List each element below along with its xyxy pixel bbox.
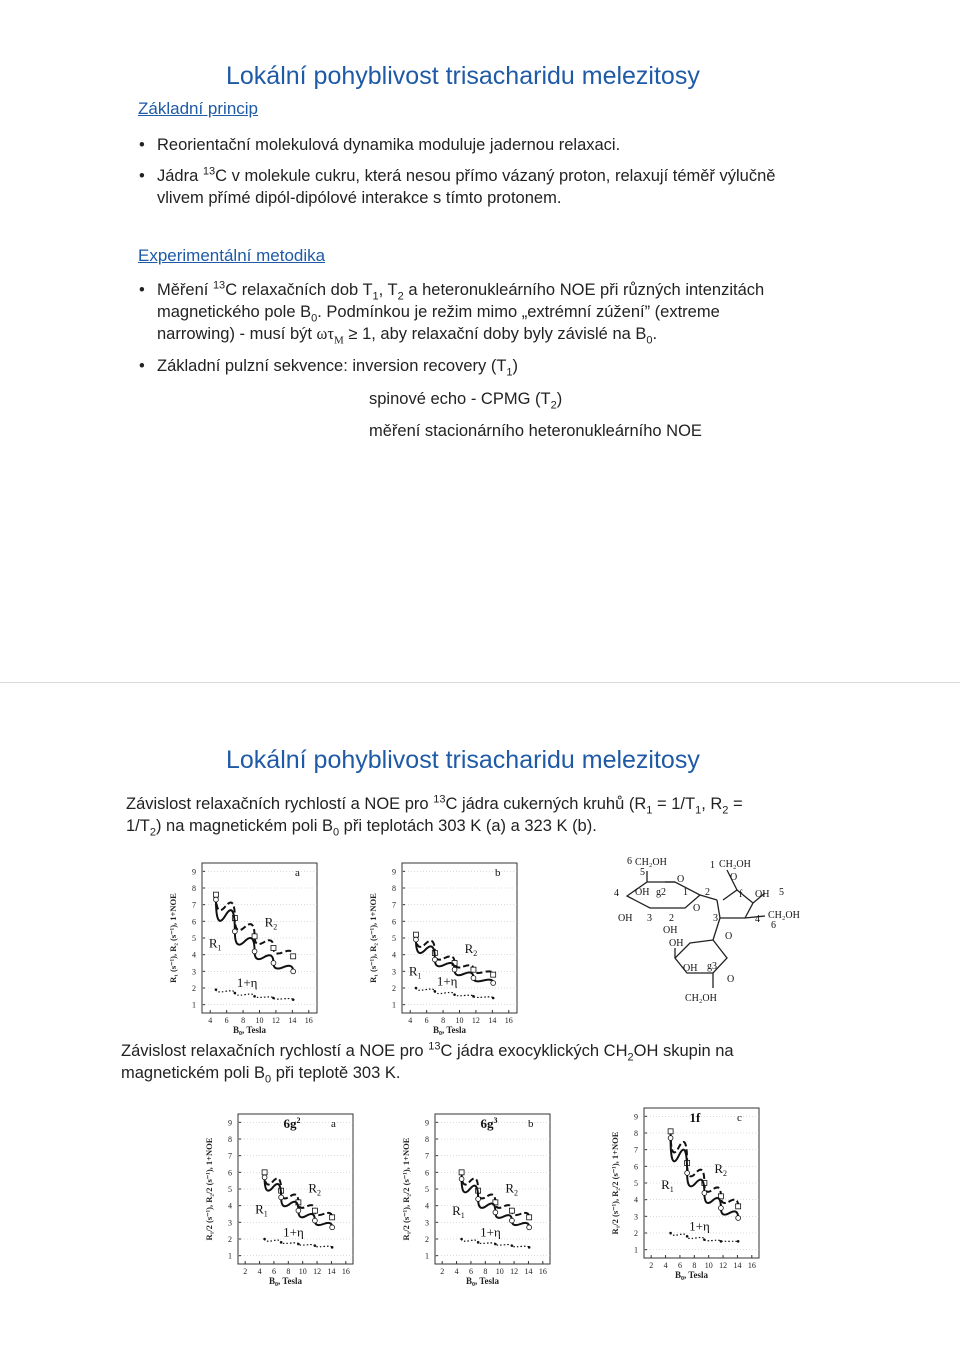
point-noe (234, 992, 237, 995)
point-r1 (476, 1197, 481, 1202)
x-tick-label: 12 (719, 1261, 728, 1270)
x-tick-label: 14 (327, 1267, 336, 1276)
chart-exo-6g3 (393, 1106, 558, 1286)
y-tick-label: 5 (192, 934, 196, 943)
struct-label-15: O (730, 872, 738, 883)
x-tick-label: 4 (208, 1016, 213, 1025)
struct-label-11: OH (663, 925, 678, 936)
struct-label-27: g3 (707, 961, 717, 972)
method-bullet-2: • Základní pulzní sekvence: inversion recovery $(T_1)$ (139, 357, 519, 379)
slide-1-title: Lokální pohyblivost trisacharidu melezitosy (226, 62, 700, 90)
label-noe: 1+η (236, 975, 258, 990)
y-tick-label: 9 (192, 867, 196, 877)
y-tick-label: 6 (425, 1168, 429, 1178)
y-tick-label: 8 (634, 1129, 638, 1138)
point-noe (492, 997, 495, 1000)
point-r1 (330, 1225, 335, 1230)
point-noe (494, 1243, 497, 1246)
group-label: 1f (689, 1110, 701, 1125)
point-noe (511, 1244, 514, 1247)
panel-letter: a (331, 1118, 336, 1130)
series-1plusnoe-line (216, 990, 293, 1000)
y-tick-label: 2 (392, 984, 396, 993)
y-tick-label: 6 (192, 917, 196, 927)
x-tick-label: 8 (483, 1267, 488, 1276)
struct-label-20: 3 (713, 913, 718, 924)
point-r1 (493, 1210, 498, 1215)
point-r1 (279, 1195, 284, 1200)
struct-label-0: 6 (627, 856, 632, 867)
label-r1: $R_1$ (408, 963, 422, 981)
point-noe (460, 1238, 463, 1241)
y-tick-label: 4 (425, 1201, 429, 1211)
group-label: $6g^2$ (283, 1116, 301, 1131)
point-r2 (413, 932, 418, 937)
struct-label-16: 2 (705, 887, 710, 898)
label-r2: $R_2$ (714, 1161, 728, 1178)
y-tick-label: 4 (192, 950, 196, 960)
point-r2 (330, 1215, 335, 1220)
y-axis-label: R₁ (s⁻¹), R₂ (s⁻¹), 1+NOE (168, 893, 178, 983)
point-r1 (459, 1177, 464, 1182)
struct-label-19: 5 (779, 887, 784, 898)
label-r2: $R_2$ (505, 1180, 519, 1198)
struct-label-26: OH (683, 963, 698, 974)
y-tick-label: 8 (425, 1135, 429, 1144)
point-r1 (668, 1136, 673, 1141)
point-r1 (313, 1218, 318, 1223)
x-tick-label: 8 (241, 1016, 246, 1025)
x-tick-label: 2 (243, 1267, 248, 1276)
struct-label-9: 3 (647, 913, 652, 924)
slide-1 (0, 0, 960, 680)
y-tick-label: 9 (634, 1112, 638, 1122)
x-tick-label: 12 (313, 1267, 322, 1276)
principle-bullet-2: • Jádra $^{13}$C v molekule cukru, která nesou přímo vázaný proton, relaxují téměř výlučně vlivem přímé dipól-dipólové interakce s tímto protonem. (139, 165, 776, 207)
struct-label-3: O (677, 874, 685, 885)
x-tick-label: 16 (538, 1267, 547, 1276)
x-tick-label: 14 (733, 1261, 742, 1270)
y-axis-label: R₁/2 (s⁻¹), R₂/2 (s⁻¹), 1+NOE (401, 1137, 411, 1241)
struct-label-24: OH (669, 938, 684, 949)
label-r1: $R_1$ (255, 1201, 268, 1219)
point-noe (292, 998, 295, 1001)
point-r1 (719, 1206, 724, 1211)
panel-letter: b (528, 1118, 534, 1130)
label-r1: $R_1$ (208, 935, 222, 953)
method-bullet-1: • Měření $^{13}$C relaxačních dob $T_1$, $T_2$ a heteronukleárního NOE při různých intenzitách magnetického pole $B_0$. Podmínkou je režim mimo „extrémní zúžení” (extreme narrowing) - musí být $\omega\tau_M \ge 1$, aby relaxační doby byly závislé na $B_0$. (139, 279, 765, 347)
y-tick-label: 7 (392, 900, 396, 910)
y-tick-label: 3 (192, 967, 196, 977)
point-noe (669, 1232, 672, 1235)
point-noe (686, 1235, 689, 1238)
x-tick-label: 4 (408, 1016, 413, 1025)
struct-label-13: 1 (710, 860, 715, 871)
y-tick-label: 4 (392, 950, 396, 960)
label-r2: $R_2$ (308, 1180, 322, 1198)
point-r1 (232, 929, 237, 934)
x-tick-label: 6 (271, 1267, 276, 1276)
struct-label-14: CH₂OH (719, 859, 751, 870)
point-r2 (736, 1204, 741, 1209)
x-tick-label: 10 (455, 1016, 464, 1025)
x-tick-label: 6 (468, 1267, 473, 1276)
point-r1 (252, 949, 257, 954)
label-r1: $R_1$ (661, 1177, 674, 1194)
x-tick-label: 12 (510, 1267, 519, 1276)
label-noe: 1+η (480, 1224, 501, 1240)
point-r2 (271, 946, 276, 951)
y-tick-label: 1 (192, 1000, 196, 1010)
point-r1 (527, 1225, 532, 1230)
y-tick-label: 6 (392, 917, 396, 927)
struct-label-22: CH₂OH (768, 910, 800, 921)
x-tick-label: 8 (692, 1261, 697, 1270)
label-noe: 1+η (436, 973, 458, 989)
y-tick-label: 6 (228, 1168, 232, 1178)
y-tick-label: 6 (634, 1162, 638, 1172)
point-r1 (491, 981, 496, 986)
caption-exocyclic: Závislost relaxačních rychlostí a NOE pro $^{13}$C jádra exocyklických $CH_2OH$ skupin na magnetickém poli $B_0$ při teplotě 303 K. (121, 1040, 734, 1086)
caption-ring-carbons: Závislost relaxačních rychlostí a NOE pro $^{13}$C jádra cukerných kruhů ($R_1 = 1/T_1$, $R_2$ = $1/T_2$) na magnetickém poli $B_0$ při teplotách 303 K (a) a 323 K (b). (126, 793, 743, 839)
x-tick-label: 4 (454, 1267, 459, 1276)
struct-label-4: 4 (614, 888, 619, 899)
slide-2-title: Lokální pohyblivost trisacharidu melezitosy (226, 746, 700, 774)
x-tick-label: 16 (304, 1016, 313, 1025)
point-r1 (685, 1171, 690, 1176)
x-axis-label: $B_0$, Tesla (432, 1025, 467, 1035)
y-tick-label: 5 (228, 1185, 232, 1194)
x-axis-label: $B_0$, Tesla (232, 1025, 267, 1035)
y-tick-label: 8 (228, 1135, 232, 1144)
y-tick-label: 1 (228, 1251, 232, 1261)
label-r2: $R_2$ (264, 914, 278, 932)
struct-label-18: OH (755, 889, 770, 900)
point-r1 (432, 957, 437, 962)
x-tick-label: 8 (286, 1267, 291, 1276)
struct-label-1: CH₂OH (635, 857, 667, 868)
point-r1 (471, 976, 476, 981)
y-tick-label: 2 (634, 1229, 638, 1238)
y-tick-label: 1 (425, 1251, 429, 1261)
y-tick-label: 3 (634, 1212, 638, 1222)
x-tick-label: 14 (524, 1267, 533, 1276)
struct-label-10: 2 (669, 913, 674, 924)
y-tick-label: 9 (392, 867, 396, 877)
x-tick-label: 6 (424, 1016, 429, 1025)
y-tick-label: 5 (634, 1179, 638, 1188)
y-tick-label: 2 (228, 1235, 232, 1244)
x-tick-label: 16 (504, 1016, 513, 1025)
y-tick-label: 9 (228, 1118, 232, 1128)
x-tick-label: 4 (257, 1267, 262, 1276)
struct-label-25: O (725, 931, 733, 942)
point-r2 (252, 934, 257, 939)
method-heading: Experimentální metodika (138, 246, 326, 265)
y-axis-label: R₁ (s⁻¹), R₂ (s⁻¹), 1+NOE (368, 893, 378, 983)
x-tick-label: 10 (704, 1261, 713, 1270)
x-tick-label: 16 (747, 1261, 756, 1270)
melezitose-structure (605, 848, 825, 1013)
y-tick-label: 8 (392, 884, 396, 893)
y-tick-label: 9 (425, 1118, 429, 1128)
point-noe (415, 987, 418, 990)
point-r2 (668, 1129, 673, 1134)
x-axis-label: $B_0$, Tesla (465, 1276, 500, 1286)
x-tick-label: 4 (663, 1261, 668, 1270)
struct-label-23: 6 (771, 920, 776, 931)
point-noe (477, 1241, 480, 1244)
point-noe (215, 988, 218, 991)
y-tick-label: 3 (425, 1218, 429, 1228)
x-tick-label: 16 (341, 1267, 350, 1276)
point-r1 (414, 937, 419, 942)
y-tick-label: 2 (192, 984, 196, 993)
x-axis-label: $B_0$, Tesla (268, 1276, 303, 1286)
point-noe (272, 997, 275, 1000)
y-tick-label: 7 (425, 1151, 429, 1161)
point-r1 (296, 1208, 301, 1213)
struct-label-6: g2 (656, 887, 666, 898)
point-noe (434, 990, 437, 993)
point-noe (703, 1238, 706, 1241)
point-r2 (213, 892, 218, 897)
principle-bullet-1: • Reorientační molekulová dynamika moduluje jadernou relaxaci. (139, 136, 621, 154)
y-tick-label: 7 (228, 1151, 232, 1161)
point-noe (331, 1246, 334, 1249)
y-axis-label: R₁/2 (s⁻¹), R₂/2 (s⁻¹), 1+NOE (204, 1137, 214, 1241)
point-r1 (291, 969, 296, 974)
panel-letter: a (295, 867, 300, 879)
y-tick-label: 5 (392, 934, 396, 943)
struct-label-28: O (727, 974, 735, 985)
point-r2 (291, 954, 296, 959)
point-r2 (491, 972, 496, 977)
struct-label-2: 5 (640, 867, 645, 878)
x-tick-label: 6 (224, 1016, 229, 1025)
sequence-noe: měření stacionárního heteronukleárního NOE (369, 422, 702, 440)
x-tick-label: 10 (255, 1016, 264, 1025)
x-tick-label: 12 (271, 1016, 280, 1025)
struct-label-12: O (693, 903, 701, 914)
y-tick-label: 1 (392, 1000, 396, 1010)
point-r1 (702, 1191, 707, 1196)
y-tick-label: 2 (425, 1235, 429, 1244)
point-r1 (736, 1216, 741, 1221)
group-label: $6g^3$ (480, 1116, 498, 1131)
panel-letter: c (737, 1112, 742, 1124)
x-tick-label: 14 (488, 1016, 497, 1025)
y-tick-label: 3 (392, 967, 396, 977)
y-axis-label: R₁/2 (s⁻¹), R₂/2 (s⁻¹), 1+NOE (610, 1131, 620, 1235)
y-tick-label: 4 (228, 1201, 232, 1211)
struct-label-29: CH₂OH (685, 993, 717, 1004)
x-tick-label: 8 (441, 1016, 446, 1025)
principle-heading: Základní princip (138, 99, 259, 118)
series-1plusnoe-line (416, 988, 493, 998)
point-r2 (459, 1170, 464, 1175)
point-noe (314, 1244, 317, 1247)
chart-ring-303k (160, 855, 325, 1035)
label-r1: $R_1$ (452, 1203, 465, 1220)
point-noe (453, 993, 456, 996)
point-noe (297, 1243, 300, 1246)
point-noe (737, 1240, 740, 1243)
y-tick-label: 5 (425, 1185, 429, 1194)
y-tick-label: 8 (192, 884, 196, 893)
struct-label-21: 4 (755, 914, 760, 925)
slide-divider (0, 682, 960, 683)
label-r2: $R_2$ (464, 941, 478, 958)
point-noe (472, 995, 475, 998)
y-tick-label: 4 (634, 1195, 638, 1205)
label-noe: 1+η (689, 1218, 710, 1234)
point-noe (720, 1240, 723, 1243)
x-tick-label: 2 (440, 1267, 445, 1276)
point-r1 (452, 967, 457, 972)
x-tick-label: 6 (677, 1261, 682, 1270)
point-r2 (471, 967, 476, 972)
chart-ring-323k (360, 855, 525, 1035)
panel-letter: b (495, 867, 501, 879)
point-noe (280, 1241, 283, 1244)
y-tick-label: 1 (634, 1245, 638, 1255)
point-noe (528, 1246, 531, 1249)
x-tick-label: 2 (649, 1261, 654, 1270)
struct-label-5: OH (635, 887, 650, 898)
chart-exo-6g2 (196, 1106, 361, 1286)
y-tick-label: 7 (192, 900, 196, 910)
point-r1 (510, 1218, 515, 1223)
point-r1 (214, 897, 219, 902)
y-tick-label: 3 (228, 1218, 232, 1228)
x-axis-label: $B_0$, Tesla (674, 1270, 709, 1280)
point-noe (253, 995, 256, 998)
label-noe: 1+η (283, 1224, 304, 1240)
point-r2 (527, 1215, 532, 1220)
struct-label-7: 1 (683, 887, 688, 898)
x-tick-label: 10 (495, 1267, 504, 1276)
x-tick-label: 12 (471, 1016, 480, 1025)
point-r1 (262, 1175, 267, 1180)
point-r2 (262, 1170, 267, 1175)
sequence-cpmg: spinové echo - CPMG $(T_2)$ (369, 390, 563, 412)
point-r1 (271, 961, 276, 966)
x-tick-label: 14 (288, 1016, 297, 1025)
point-noe (263, 1238, 266, 1241)
point-r2 (312, 1208, 317, 1213)
chart-exo-1f (602, 1100, 767, 1280)
point-r2 (509, 1208, 514, 1213)
x-tick-label: 10 (298, 1267, 307, 1276)
struct-label-8: OH (618, 913, 633, 924)
y-tick-label: 7 (634, 1145, 638, 1155)
struct-label-17: f (739, 889, 743, 900)
